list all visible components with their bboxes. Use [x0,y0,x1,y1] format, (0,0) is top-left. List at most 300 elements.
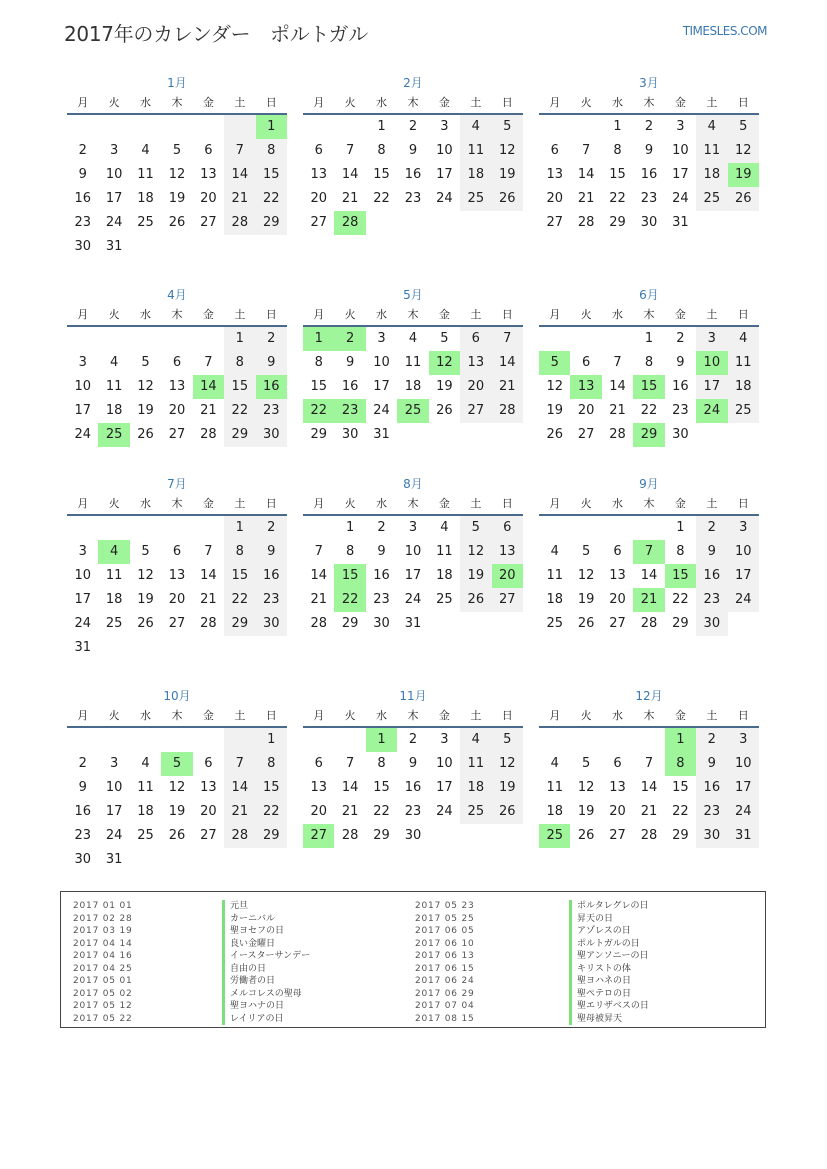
day-cell: 26 [728,187,759,211]
day-cell: 12 [492,139,523,163]
day-cell: 30 [256,423,287,447]
day-cell: 17 [105,191,123,206]
day-cell: 26 [492,800,523,824]
day-cell: 13 [200,780,217,795]
empty-cell [130,327,161,351]
weekday-header [303,706,523,728]
weekday-label: 日 [265,308,277,321]
day-cell: 18 [436,568,453,583]
day-cell: 6 [581,355,591,370]
day-cell: 15 [256,776,287,800]
day-cell: 6 [204,143,213,158]
day-cell: 1 [676,520,685,535]
day-cell: 5 [172,143,182,158]
day-cell: 9 [78,780,87,795]
holiday-name: 聖ヨハナの日 [222,1000,310,1013]
holiday-date: 2017 02 28 [73,913,133,924]
day-cell: 17 [728,564,759,588]
day-cell: 9 [377,544,386,559]
holiday-day-cell: 25 [539,824,570,848]
day-grid [303,516,523,636]
empty-cell [633,728,664,752]
holiday-date: 2017 05 22 [73,1013,133,1024]
day-cell: 13 [310,780,327,795]
weekday-label: 水 [140,709,152,722]
day-cell: 28 [640,828,658,843]
day-cell: 18 [137,191,154,206]
day-cell: 25 [105,616,123,631]
day-cell: 23 [373,592,390,607]
day-cell: 19 [546,403,563,418]
day-cell: 17 [436,780,453,795]
weekday-label: 水 [612,709,624,722]
weekday-label: 日 [737,709,749,722]
day-cell: 7 [224,752,255,776]
day-cell: 5 [581,756,591,771]
day-cell: 3 [78,355,87,370]
day-cell: 11 [460,139,491,163]
day-cell: 2 [408,732,418,747]
day-cell: 12 [546,379,563,394]
day-cell: 22 [672,592,689,607]
day-cell: 9 [696,540,727,564]
day-cell: 10 [105,780,123,795]
day-cell: 23 [256,588,287,612]
holiday-day-cell: 7 [633,540,664,564]
holiday-date: 2017 05 25 [415,913,475,924]
weekday-label: 土 [234,96,246,109]
day-cell: 4 [550,544,559,559]
month-block [539,686,759,848]
empty-cell [98,728,129,752]
empty-cell [193,516,224,540]
empty-cell [539,516,570,540]
empty-cell [161,728,192,752]
empty-cell [224,115,255,139]
weekday-label: 木 [407,709,419,722]
day-cell: 29 [373,828,390,843]
holiday-name: カーニバル [222,913,310,926]
day-cell: 6 [613,756,622,771]
month-name: 9月 [639,477,659,491]
day-cell: 16 [256,564,287,588]
day-cell: 3 [109,756,119,771]
day-cell: 16 [74,804,91,819]
weekday-label: 金 [202,709,214,722]
day-cell: 4 [550,756,559,771]
holiday-day-cell: 2 [334,327,365,351]
day-cell: 26 [577,828,595,843]
day-cell: 20 [609,804,626,819]
day-cell: 30 [404,828,422,843]
day-cell: 27 [168,427,186,442]
day-cell: 17 [404,568,422,583]
day-cell: 9 [256,351,287,375]
day-cell: 11 [105,568,123,583]
empty-cell [303,728,334,752]
day-cell: 10 [436,756,453,771]
holiday-date: 2017 03 19 [73,926,133,936]
day-cell: 2 [408,119,418,134]
weekday-label: 水 [612,308,624,321]
day-cell: 5 [492,115,523,139]
day-cell: 17 [672,167,689,182]
day-cell: 6 [314,143,323,158]
empty-cell [130,516,161,540]
weekday-label: 日 [737,96,749,109]
weekday-label: 木 [643,709,655,722]
day-cell: 5 [581,544,591,559]
day-cell: 8 [256,752,287,776]
weekday-label: 土 [706,308,718,321]
empty-cell [303,516,334,540]
day-cell: 15 [310,379,327,394]
day-cell: 24 [436,804,453,819]
page-title: 2017年のカレンダー ポルトガル [64,22,368,46]
day-cell: 14 [310,568,327,583]
empty-cell [193,728,224,752]
day-cell: 29 [341,616,359,631]
day-cell: 15 [224,564,255,588]
day-cell: 25 [137,828,154,843]
day-cell: 13 [168,568,186,583]
day-cell: 8 [676,544,685,559]
weekday-label: 月 [313,497,325,510]
weekday-header [67,305,287,327]
day-cell: 7 [492,327,523,351]
day-cell: 24 [436,191,453,206]
empty-cell [570,115,601,139]
day-cell: 26 [168,828,186,843]
day-cell: 7 [581,143,591,158]
weekday-label: 土 [234,709,246,722]
day-cell: 19 [137,403,154,418]
day-cell: 20 [577,403,595,418]
day-cell: 15 [672,780,689,795]
weekday-label: 日 [501,308,513,321]
holiday-date-column [415,900,475,1025]
day-cell: 19 [137,592,154,607]
day-cell: 12 [168,167,186,182]
weekday-label: 金 [438,709,450,722]
empty-cell [130,115,161,139]
day-cell: 3 [696,327,727,351]
day-cell: 30 [696,612,727,636]
day-cell: 10 [105,167,123,182]
day-cell: 26 [168,215,186,230]
day-cell: 30 [74,852,91,867]
day-cell: 22 [609,191,626,206]
holiday-date: 2017 05 12 [73,1001,133,1011]
day-cell: 19 [577,592,595,607]
day-cell: 4 [696,115,727,139]
day-cell: 11 [728,351,759,375]
day-cell: 14 [341,780,359,795]
day-cell: 7 [644,756,654,771]
weekday-label: 火 [344,96,356,109]
holiday-date: 2017 06 15 [415,963,475,974]
day-cell: 6 [492,516,523,540]
holiday-day-cell: 19 [728,163,759,187]
holiday-name: 聖ヨハネの日 [569,975,649,988]
day-cell: 7 [345,756,355,771]
day-cell: 23 [672,403,689,418]
day-cell: 3 [440,732,449,747]
day-cell: 24 [672,191,689,206]
day-cell: 18 [460,776,491,800]
day-cell: 26 [577,616,595,631]
brand-link[interactable]: TIMESLES.COM [682,24,767,38]
day-cell: 16 [404,167,422,182]
weekday-label: 火 [344,709,356,722]
holiday-day-cell: 28 [334,211,365,235]
weekday-label: 火 [108,497,120,510]
weekday-label: 水 [376,308,388,321]
holiday-day-cell: 5 [161,752,192,776]
holiday-name: 聖ヨセフの日 [222,925,310,938]
day-cell: 23 [696,800,727,824]
holiday-day-cell: 1 [665,728,696,752]
day-cell: 20 [609,592,626,607]
holiday-day-cell: 12 [429,351,460,375]
empty-cell [539,115,570,139]
weekday-label: 火 [580,709,592,722]
holiday-date: 2017 08 15 [415,1013,475,1024]
day-cell: 19 [492,163,523,187]
day-cell: 1 [644,331,654,346]
day-cell: 2 [696,516,727,540]
weekday-label: 火 [580,308,592,321]
weekday-label: 水 [376,709,388,722]
day-cell: 25 [137,215,154,230]
day-cell: 16 [404,780,422,795]
holiday-name: 聖ペテロの日 [569,988,649,1001]
day-cell: 27 [200,215,217,230]
day-cell: 9 [408,756,418,771]
day-cell: 23 [640,191,658,206]
day-cell: 25 [460,800,491,824]
day-cell: 14 [492,351,523,375]
month-name: 11月 [399,689,427,703]
weekday-label: 木 [407,96,419,109]
day-cell: 6 [172,355,182,370]
day-cell: 21 [609,403,626,418]
day-cell: 30 [341,427,359,442]
weekday-label: 火 [108,308,120,321]
day-cell: 3 [440,119,449,134]
weekday-label: 月 [313,709,325,722]
holiday-day-cell: 1 [256,115,287,139]
day-cell: 2 [256,516,287,540]
weekday-label: 水 [140,308,152,321]
weekday-label: 水 [376,96,388,109]
day-cell: 13 [492,540,523,564]
empty-cell [193,115,224,139]
weekday-label: 木 [407,308,419,321]
day-cell: 7 [613,355,622,370]
empty-cell [161,516,192,540]
day-cell: 6 [204,756,213,771]
day-cell: 11 [137,780,154,795]
day-cell: 21 [492,375,523,399]
weekday-label: 火 [108,709,120,722]
day-cell: 27 [310,215,327,230]
holiday-date: 2017 04 14 [73,938,133,949]
day-cell: 28 [224,211,255,235]
day-cell: 24 [728,800,759,824]
day-cell: 14 [224,776,255,800]
holiday-day-cell: 15 [633,375,664,399]
weekday-label: 月 [77,497,89,510]
day-cell: 5 [141,355,150,370]
day-cell: 21 [200,403,217,418]
holiday-date: 2017 06 10 [415,938,475,949]
holiday-name-column [569,900,649,1025]
day-cell: 17 [74,592,91,607]
weekday-label: 金 [674,96,686,109]
weekday-header [539,93,759,115]
weekday-header [67,93,287,115]
day-cell: 18 [546,592,563,607]
day-cell: 27 [609,828,626,843]
day-cell: 2 [78,143,87,158]
month-name: 7月 [167,477,187,491]
weekday-label: 月 [549,497,561,510]
day-cell: 31 [672,215,689,230]
day-cell: 14 [609,379,626,394]
weekday-header [539,494,759,516]
day-cell: 3 [728,516,759,540]
day-cell: 8 [224,351,255,375]
weekday-label: 火 [344,497,356,510]
day-cell: 16 [696,564,727,588]
day-cell: 10 [672,143,689,158]
day-cell: 9 [78,167,87,182]
weekday-label: 金 [202,96,214,109]
day-cell: 24 [373,403,390,418]
day-cell: 13 [200,167,217,182]
weekday-label: 金 [438,497,450,510]
weekday-header [303,494,523,516]
day-cell: 16 [640,167,658,182]
empty-cell [602,728,633,752]
day-cell: 27 [609,616,626,631]
day-cell: 5 [440,331,449,346]
day-cell: 13 [460,351,491,375]
weekday-label: 水 [140,96,152,109]
weekday-label: 月 [77,308,89,321]
day-cell: 22 [373,804,390,819]
weekday-label: 月 [549,709,561,722]
month-block [539,285,759,447]
holiday-name: イースターサンデー [222,950,310,963]
day-cell: 21 [200,592,217,607]
holiday-date: 2017 07 04 [415,1001,475,1011]
day-cell: 7 [204,355,213,370]
holiday-day-cell: 22 [334,588,365,612]
weekday-label: 木 [171,709,183,722]
weekday-label: 土 [470,709,482,722]
day-cell: 30 [696,824,727,848]
holiday-date: 2017 06 13 [415,951,475,961]
month-name: 10月 [163,689,191,703]
day-cell: 28 [310,616,327,631]
day-cell: 27 [546,215,563,230]
empty-cell [633,516,664,540]
empty-cell [67,115,98,139]
day-cell: 29 [310,427,327,442]
weekday-label: 水 [140,497,152,510]
day-cell: 26 [137,427,154,442]
month-block [67,285,287,447]
day-cell: 31 [404,616,422,631]
day-cell: 1 [613,119,622,134]
day-cell: 4 [460,115,491,139]
day-cell: 11 [460,752,491,776]
day-cell: 15 [256,163,287,187]
day-cell: 14 [341,167,359,182]
day-cell: 5 [460,516,491,540]
month-name: 4月 [167,288,187,302]
empty-cell [161,115,192,139]
holiday-name: ポルタレグレの日 [569,900,649,913]
day-cell: 5 [141,544,150,559]
holiday-day-cell: 14 [193,375,224,399]
day-cell: 4 [460,728,491,752]
weekday-label: 木 [171,308,183,321]
empty-cell [224,728,255,752]
day-cell: 27 [492,588,523,612]
day-cell: 10 [373,355,390,370]
day-cell: 12 [168,780,186,795]
weekday-label: 土 [706,709,718,722]
day-cell: 2 [644,119,654,134]
day-cell: 29 [672,828,689,843]
holiday-name: 聖アンソニーの日 [569,950,649,963]
day-cell: 29 [672,616,689,631]
day-grid [303,728,523,848]
holiday-day-cell: 16 [256,375,287,399]
day-cell: 15 [609,167,626,182]
month-block [303,73,523,235]
holiday-day-cell: 1 [366,728,397,752]
day-cell: 6 [613,544,622,559]
month-name: 1月 [167,76,187,90]
day-cell: 9 [644,143,654,158]
weekday-label: 火 [580,96,592,109]
day-cell: 1 [345,520,355,535]
day-cell: 7 [314,544,323,559]
day-cell: 31 [105,852,123,867]
weekday-header [303,305,523,327]
weekday-label: 木 [643,497,655,510]
empty-cell [602,327,633,351]
holiday-date: 2017 05 02 [73,988,133,999]
day-cell: 18 [696,163,727,187]
weekday-label: 金 [202,308,214,321]
day-grid [539,327,759,447]
day-cell: 3 [377,331,386,346]
weekday-label: 水 [376,497,388,510]
day-cell: 24 [105,215,123,230]
day-grid [539,115,759,235]
day-grid [67,327,287,447]
day-cell: 31 [105,239,123,254]
weekday-label: 日 [737,308,749,321]
weekday-label: 日 [265,96,277,109]
day-cell: 15 [224,375,255,399]
day-cell: 19 [460,564,491,588]
